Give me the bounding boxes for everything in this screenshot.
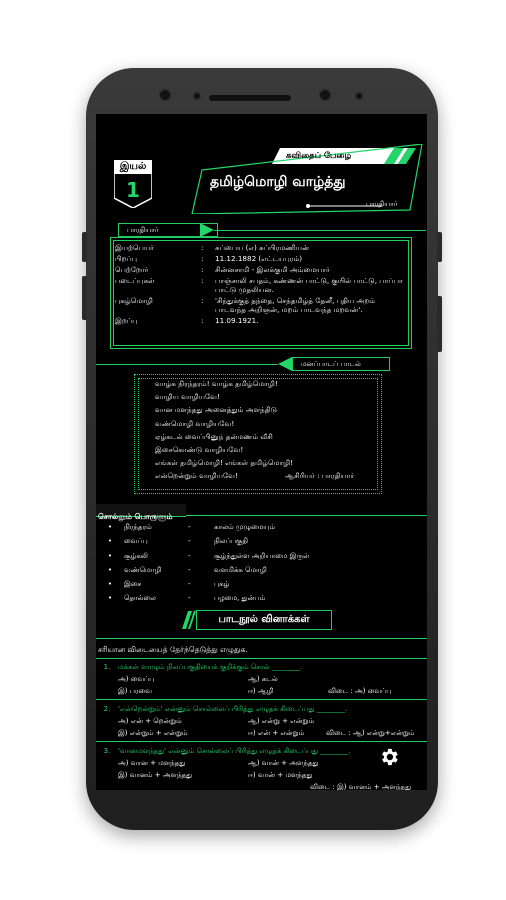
- word-meaning: வளமிக்க மொழி: [214, 565, 267, 574]
- divider: [96, 741, 427, 742]
- word-row: • வண்மொழி - வளமிக்க மொழி: [96, 563, 427, 577]
- poem-tag-label: மனப்பாடப் பாடல்: [301, 360, 361, 368]
- word-row: • தொல்லை - பழமை, துன்பம்: [96, 591, 427, 605]
- front-camera: [318, 88, 332, 102]
- words-heading-box: [96, 504, 186, 521]
- option[interactable]: ஈ) ஆழி: [248, 687, 274, 695]
- side-button-left: [82, 232, 87, 262]
- divider: [186, 515, 427, 516]
- lesson-author: பாரதியார்: [366, 200, 398, 208]
- side-button-left: [82, 276, 87, 320]
- bio-table: [110, 237, 412, 349]
- side-button-right: [437, 232, 442, 262]
- speaker-grille: [209, 95, 291, 101]
- bio-key: புகழ்மொழி: [115, 296, 153, 305]
- poem-line: வாழ்க நிரந்தரம்! வாழ்க தமிழ்மொழி!: [155, 379, 278, 388]
- arrow-right-icon: [200, 223, 214, 237]
- divider: [214, 230, 426, 231]
- word: இசை: [124, 580, 142, 589]
- poem-line: வண்மொழி வாழியவே!: [155, 418, 235, 428]
- proximity-sensor: [192, 91, 202, 101]
- question-text: 'வானமளந்தது' என்னும் சொல்லைப் பிரித்து எழுதக் கிடைப்பது ________.: [118, 747, 351, 755]
- option[interactable]: இ) வானம் + அளந்தது: [118, 771, 193, 779]
- question-section: [96, 644, 427, 790]
- word-row: • சூழ்கலி - சூழ்ந்துள்ள அறியாமை இருள்: [96, 549, 427, 563]
- slash-decoration: [182, 611, 196, 629]
- word-meaning: காலம் முழுமையும்: [214, 523, 275, 531]
- bio-row: இயற்பெயர் : சுப்பைய (எ) சுப்பிரமணியன்: [115, 243, 407, 252]
- word-meaning: சூழ்ந்துள்ள அறியாமை இருள்: [214, 551, 310, 560]
- bio-key: இறப்பு: [115, 316, 138, 325]
- word-meaning: பழமை, துன்பம்: [214, 594, 266, 603]
- poem-line: [155, 469, 381, 482]
- bio-key: படைப்புகள்: [115, 276, 155, 285]
- question-text: மக்கள் வாழும் நிலப்பகுதியைக் குறிக்கும் சொல் ________.: [118, 663, 303, 671]
- option[interactable]: ஈ) வான் + மளந்தது: [248, 771, 313, 779]
- option[interactable]: அ) வைப்பு: [118, 675, 155, 683]
- bio-tag-label: பாரதியார்: [127, 226, 159, 234]
- poem-line: வான மளந்தது அனைத்தும் அளந்திடு: [155, 405, 278, 415]
- word: தொல்லை: [124, 594, 156, 603]
- bio-row: இறப்பு : 11.09.1921.: [115, 316, 407, 325]
- bio-key: பிறப்பு: [115, 254, 138, 263]
- bio-key: இயற்பெயர்: [115, 243, 154, 252]
- options-row: [96, 727, 427, 739]
- question: [96, 703, 427, 715]
- poem-last-line: என்றென்றும் வாழியவே!: [155, 471, 238, 481]
- answer: விடை : அ) வைப்பு: [328, 687, 392, 695]
- options-row: [96, 673, 427, 685]
- chapter-badge-number: 1: [126, 178, 140, 202]
- bio-key: பெற்றோர்: [115, 265, 149, 274]
- answer: விடை : இ) வானம் + அளந்தது: [310, 783, 412, 790]
- question-number: 3.: [103, 747, 111, 755]
- word-meaning: புகழ்: [214, 580, 230, 589]
- question-number: 1.: [103, 663, 111, 671]
- word: நிரந்தரம்: [124, 523, 152, 531]
- divider: [96, 658, 427, 659]
- bio-value: 'சிந்துக்குத் தந்தை, செந்தமிழ்த் தேனீ, புதிய அறம் பாடவந்த அறிஞன், மறம் பாடவந்த மறவன்'.: [215, 296, 376, 314]
- word: வைப்பு: [124, 537, 148, 546]
- words-heading: சொல்லும் பொருளும்: [98, 512, 173, 521]
- questions-heading: பாடநூல் வினாக்கள்: [218, 614, 310, 625]
- arrow-left-icon: [278, 357, 292, 371]
- question: [96, 661, 427, 673]
- bio-row: புகழ்மொழி : 'சிந்துக்குத் தந்தை, செந்தமிழ்த் தேனீ, புதிய அறம் பாடவந்த அறிஞன், மறம் பாடவந்த மறவன்'.: [115, 296, 407, 314]
- question-number: 2.: [103, 705, 111, 713]
- chapter-badge-label: இயல்: [119, 161, 147, 172]
- divider: [96, 364, 278, 365]
- bio-value: பாஞ்சாலி சபதம், கண்ணன் பாட்டு, குயில் பாட்டு, பாப்பா பாட்டு முதலியன.: [215, 276, 403, 294]
- word-list: [96, 520, 427, 606]
- option[interactable]: ஈ) என் + என்றும்: [248, 729, 305, 737]
- poem-line: வாழிய வாழியவே!: [155, 392, 220, 402]
- instruction: சரியான விடையைத் தேர்ந்தெடுத்து எழுதுக.: [98, 645, 248, 654]
- divider: [96, 638, 427, 639]
- word-meaning: நிலப்பகுதி: [214, 537, 248, 546]
- gear-icon[interactable]: [378, 746, 400, 768]
- options-row: [96, 685, 427, 697]
- word-row: • நிரந்தரம் - காலம் முழுமையும்: [96, 520, 427, 534]
- poem-line: இசைகொண்டு வாழியவே!: [155, 445, 244, 455]
- bio-value: சுப்பைய (எ) சுப்பிரமணியன்: [215, 243, 310, 252]
- bio-value: 11.09.1921.: [215, 316, 259, 325]
- divider: [96, 699, 427, 700]
- poem-box: [134, 374, 382, 494]
- option[interactable]: இ) பரவை: [118, 687, 152, 695]
- answer: விடை : ஆ) என்று+என்றும்: [326, 729, 415, 737]
- options-row: [96, 769, 427, 781]
- sensor: [354, 91, 364, 101]
- poem-tag: [292, 357, 390, 371]
- lesson-title: தமிழ்மொழி வாழ்த்து: [210, 174, 346, 190]
- poem-line: எங்கள் தமிழ்மொழி! எங்கள் தமிழ்மொழி!: [155, 458, 294, 468]
- poem-author: ஆசிரியர் : பாரதியார்: [285, 471, 355, 481]
- lesson-subtitle: கவிதைப் பேழை: [286, 151, 352, 161]
- option[interactable]: ஆ) கடல்: [248, 675, 278, 683]
- bio-row: பெற்றோர் : சின்னசாமி - இலக்குமி அம்மையார்: [115, 265, 407, 274]
- bio-row: பிறப்பு : 11.12.1882 (எட்டயபுரம்): [115, 254, 407, 263]
- side-button-right: [437, 296, 442, 352]
- options-row: [96, 715, 427, 727]
- app-screen[interactable]: [96, 114, 427, 790]
- answer-row: [96, 781, 427, 790]
- word-row: • வைப்பு - நிலப்பகுதி: [96, 534, 427, 548]
- questions-heading-box: [196, 610, 332, 630]
- option[interactable]: இ) என்றும் + என்றும்: [118, 729, 188, 737]
- question-text: 'என்றென்றும்' என்னும் சொல்லைப் பிரித்து எழுதக் கிடைப்பது ________.: [118, 705, 348, 713]
- option[interactable]: அ) வான + மளந்தது: [118, 759, 186, 767]
- bio-row: படைப்புகள் : பாஞ்சாலி சபதம், கண்ணன் பாட்டு, குயில் பாட்டு, பாப்பா பாட்டு முதலியன.: [115, 276, 407, 294]
- front-camera: [158, 88, 172, 102]
- option[interactable]: ஆ) என்று + என்றும்: [248, 717, 314, 725]
- word: சூழ்கலி: [124, 551, 148, 560]
- word-row: • இசை - புகழ்: [96, 577, 427, 591]
- option[interactable]: ஆ) வான் + அளந்தது: [248, 759, 319, 767]
- bio-value: சின்னசாமி - இலக்குமி அம்மையார்: [215, 265, 330, 274]
- option[interactable]: அ) என் + றென்றும்: [118, 717, 182, 725]
- poem-line: ஏழ்கடல் வைப்பினுந் தன்மணம் வீசி: [155, 431, 273, 441]
- bio-value: 11.12.1882 (எட்டயபுரம்): [215, 254, 303, 263]
- word: வண்மொழி: [124, 565, 162, 574]
